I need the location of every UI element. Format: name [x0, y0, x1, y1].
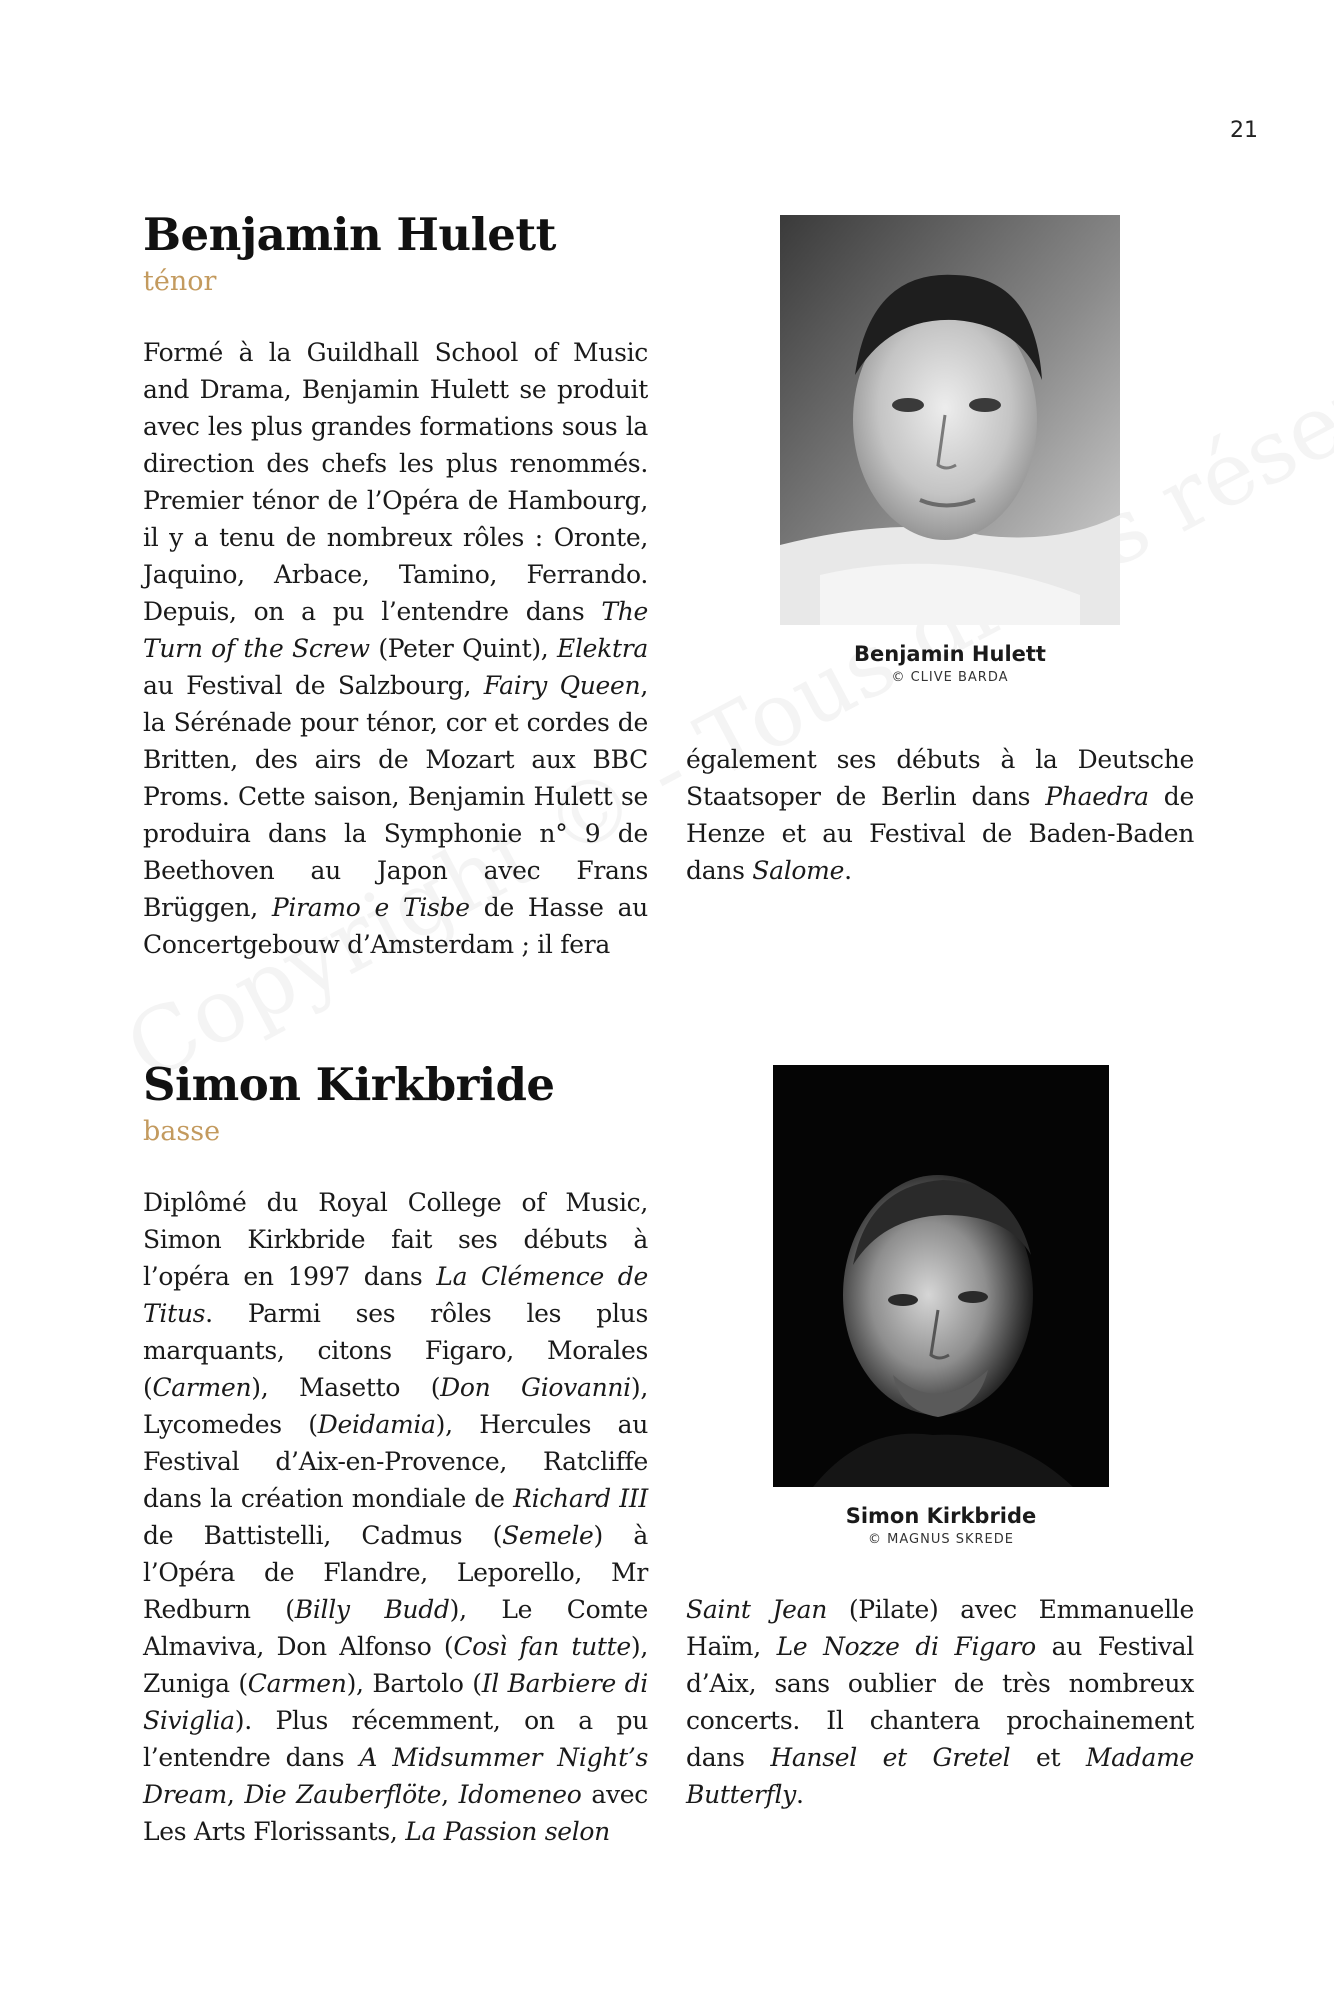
photo-credit: © MAGNUS SKREDE	[868, 1532, 1014, 1547]
bio-paragraph: également ses débuts à la Deutsche Staatsoper de Berlin dans Phaedra de Henze et au Festival de Baden-Baden dans Salome.	[686, 745, 1194, 885]
bio-simon-kirkbride	[143, 1055, 1194, 1846]
italic-title: Carmen	[247, 1669, 347, 1698]
bio-text-left-column	[143, 1184, 648, 1850]
italic-title: Fairy Queen	[483, 671, 641, 700]
italic-title: Phaedra	[1045, 782, 1149, 811]
italic-title: Idomeneo	[458, 1780, 582, 1809]
portrait-photo	[780, 215, 1120, 625]
italic-title: Die Zauberflöte	[244, 1780, 442, 1809]
italic-title: Madame Butterfly	[686, 1743, 1194, 1809]
italic-title: Richard III	[513, 1484, 648, 1513]
bio-paragraph: Formé à la Guildhall School of Music and Drama, Benjamin Hulett se produit avec les plus grandes formations sous la direction des chefs les plus renommés. Premier ténor de l’Opéra de Hambourg, il y a tenu de nombreux rôles : Oronte, Jaquino, Arbace, Tamino, Ferrando. Depuis, on a pu l’entendre dans The Turn of the Screw (Peter Quint), Elektra au Festival de Salzbourg, Fairy Queen, la Sérénade pour ténor, cor et cordes de Britten, des airs de Mozart aux BBC Proms. Cette saison, Benjamin Hulett se produira dans la Symphonie n° 9 de Beethoven au Japon avec Frans Brüggen, Piramo e Tisbe de Hasse au Concertgebouw d’Amsterdam ; il fera	[143, 338, 649, 959]
italic-title: La Clémence de Titus	[143, 1262, 648, 1328]
italic-title: Deidamia	[317, 1410, 436, 1439]
bio-text-right-column	[686, 1591, 1194, 1813]
photo-credit: © CLIVE BARDA	[891, 670, 1009, 685]
italic-title: Salome	[752, 856, 845, 885]
italic-title: Il Barbiere di Siviglia	[143, 1669, 648, 1735]
italic-title: Saint Jean	[686, 1595, 828, 1624]
portrait-photo	[773, 1065, 1109, 1487]
italic-title: La Passion selon	[405, 1817, 610, 1846]
italic-title: Carmen	[152, 1373, 252, 1402]
bio-text-left-column	[143, 334, 648, 963]
italic-title: Elektra	[557, 634, 648, 663]
bio-name: Benjamin Hulett	[143, 208, 556, 261]
bio-role: basse	[143, 1116, 221, 1147]
photo-caption-name: Benjamin Hulett	[854, 642, 1046, 666]
bio-role: ténor	[143, 266, 217, 297]
italic-title: A Midsummer Night’s Dream	[143, 1743, 649, 1809]
italic-title: Semele	[502, 1521, 594, 1550]
italic-title: Billy Budd	[294, 1595, 450, 1624]
photo-caption-name: Simon Kirkbride	[845, 1504, 1037, 1528]
italic-title: Hansel et Gretel	[770, 1743, 1011, 1772]
italic-title: Piramo e Tisbe	[271, 893, 470, 922]
bio-name: Simon Kirkbride	[143, 1058, 555, 1111]
bio-paragraph: Saint Jean (Pilate) avec Emmanuelle Haïm, Le Nozze di Figaro au Festival d’Aix, sans oublier de très nombreux concerts. Il chantera prochainement dans Hansel et Gretel et Madame Butterfly.	[686, 1595, 1194, 1809]
bio-paragraph: Diplômé du Royal College of Music, Simon Kirkbride fait ses débuts à l’opéra en 1997 dans La Clémence de Titus. Parmi ses rôles les plus marquants, citons Figaro, Morales (Carmen), Masetto (Don Giovanni), Lycomedes (Deidamia), Hercules au Festival d’Aix-en-Provence, Ratcliffe dans la création mondiale de Richard III de Battistelli, Cadmus (Semele) à l’Opéra de Flandre, Leporello, Mr Redburn (Billy Budd), Le Comte Almaviva, Don Alfonso (Così fan tutte), Zuniga (Carmen), Bartolo (Il Barbiere di Siviglia). Plus récemment, on a pu l’entendre dans A Midsummer Night’s Dream, Die Zauberflöte, Idomeneo avec Les Arts Florissants, La Passion selon	[143, 1188, 649, 1846]
portrait-figure	[773, 1065, 1109, 1549]
portrait-figure	[780, 215, 1120, 687]
bio-benjamin-hulett	[143, 205, 1194, 959]
italic-title: Così fan tutte	[453, 1632, 631, 1661]
italic-title: The Turn of the Screw	[143, 597, 648, 663]
page-number: 21	[1230, 118, 1258, 143]
bio-text-right-column	[686, 741, 1194, 889]
italic-title: Don Giovanni	[440, 1373, 631, 1402]
italic-title: Le Nozze di Figaro	[776, 1632, 1036, 1661]
